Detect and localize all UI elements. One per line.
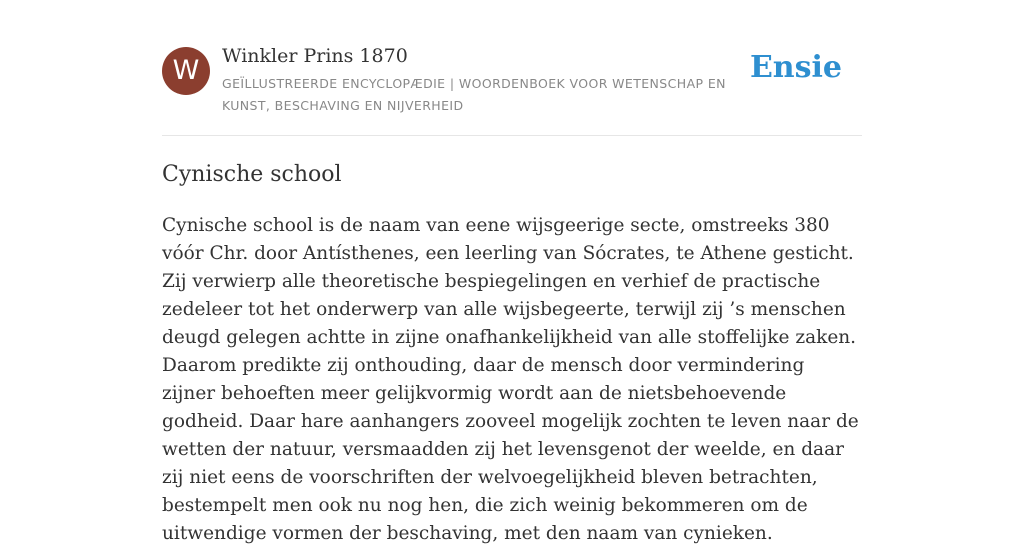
source-avatar[interactable]: W [162, 47, 210, 95]
source-header [162, 0, 862, 136]
ensie-logo[interactable]: Ensie [749, 50, 842, 85]
source-subtitle: GEÏLLUSTREERDE ENCYCLOPÆDIE | WOORDENBOEK VOOR WETENSCHAP EN KUNST, BESCHAVING EN NIJVERHEID [222, 76, 726, 113]
source-title[interactable]: Winkler Prins 1870 [222, 45, 408, 67]
article-body: Cynische school is de naam van eene wijsgeerige secte, omstreeks 380 vóór Chr. door Antísthenes, een leerling van Sócrates, te Athene gesticht. Zij verwierp alle theoretische bespiegelingen en verhief de practische zedeleer tot het onderwerp van alle wijsbegeerte, terwijl zij ’s menschen deugd gelegen achtte in zijne onafhankelijkheid van alle stoffelijke zaken. Daarom predikte zij onthouding, daar de mensch door vermindering zijner behoeften meer gelijkvormig wordt aan de nietsbehoevende godheid. Daar hare aanhangers zooveel mogelijk zochten te leven naar de wetten der natuur, versmaadden zij het levensgenot der weelde, en daar zij niet eens de voorschriften der welvoegelijkheid bleven betrachten, bestempelt men ook nu nog hen, die zich weinig bekommeren om de uitwendige vormen der beschaving, met den naam van cynieken. [162, 215, 859, 544]
page [162, 0, 862, 548]
article-title: Cynische school [162, 162, 342, 187]
